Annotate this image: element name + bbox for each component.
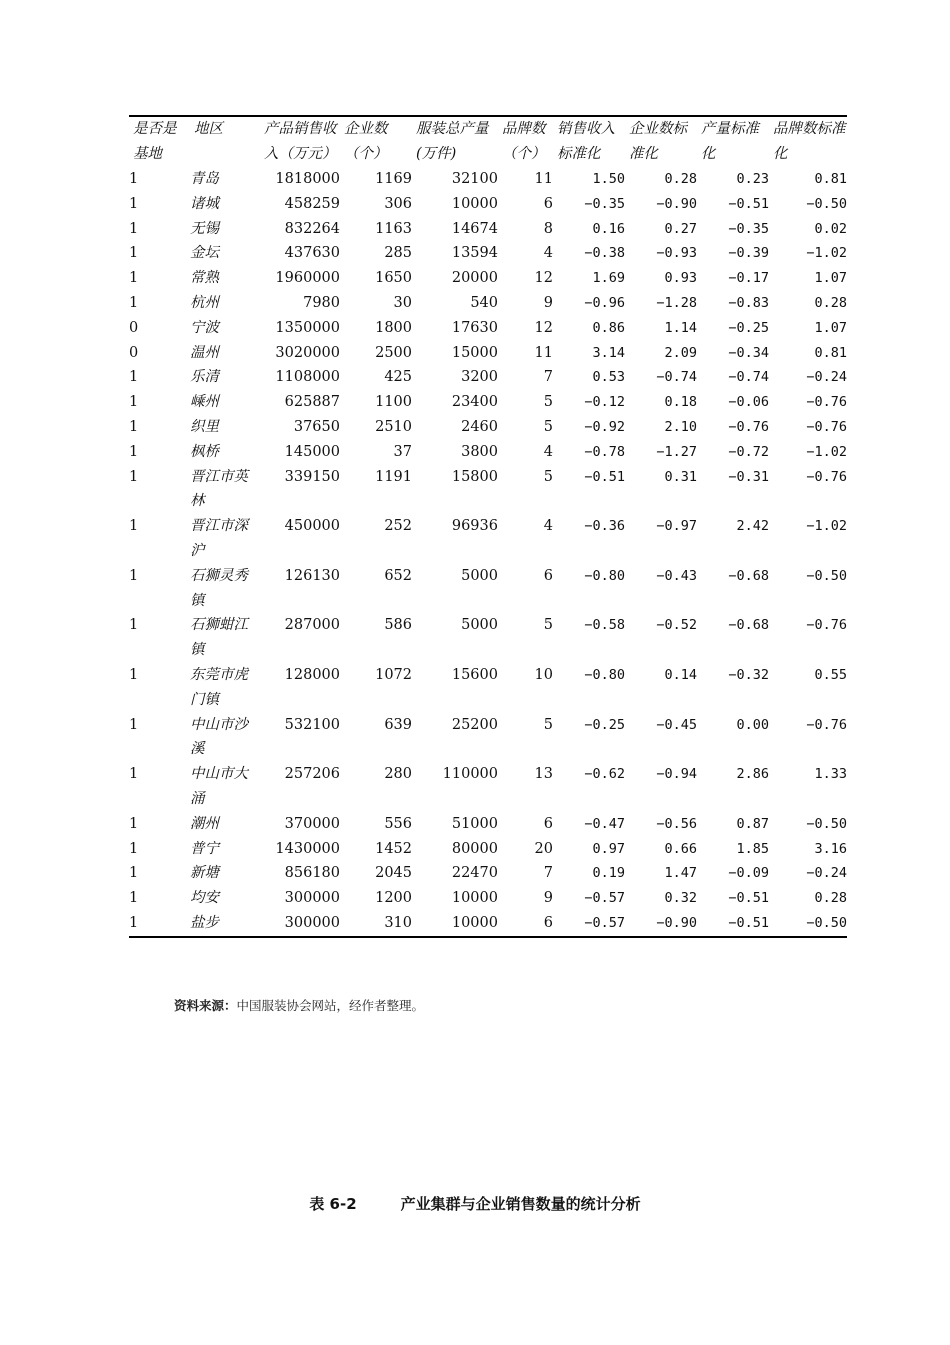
table-cell: 均安: [190, 890, 219, 907]
table-row: [129, 861, 847, 886]
table-header-row: [129, 116, 847, 167]
table-cell: 3020000: [275, 344, 340, 361]
table-body: [129, 167, 847, 937]
table-cell: −0.57: [584, 914, 625, 931]
table-cell: 1: [129, 418, 139, 435]
table-cell: −0.76: [806, 617, 847, 634]
header-cell: 服装总产量(万件): [416, 121, 489, 162]
table-cell: 7: [543, 865, 553, 882]
table-cell: 15600: [451, 666, 498, 683]
table-cell: 0.53: [592, 369, 625, 386]
table-row: [129, 564, 847, 614]
table-cell: 2510: [375, 418, 412, 435]
table-cell: 1072: [375, 666, 412, 683]
table-row: [129, 415, 847, 440]
table-cell: −0.24: [806, 369, 847, 386]
table-cell: 0.31: [664, 468, 697, 485]
table-cell: 无锡: [190, 220, 219, 237]
table-cell: 1: [129, 716, 139, 733]
table-cell: 1.07: [814, 319, 847, 336]
table-row: [129, 911, 847, 937]
table-cell: 1: [129, 394, 139, 411]
table-cell: −0.50: [806, 914, 847, 931]
table-cell: 300000: [284, 914, 340, 931]
table-cell: 6: [543, 567, 553, 584]
table-cell: 晋江市英林: [190, 468, 248, 510]
table-cell: 2500: [375, 344, 412, 361]
table-cell: 0: [129, 344, 139, 361]
table-cell: 青岛: [190, 171, 219, 187]
header-cell: 产量标准化: [701, 121, 759, 162]
table-row: [129, 390, 847, 415]
table-cell: 1: [129, 195, 139, 212]
table-cell: 0.66: [664, 840, 697, 857]
table-cell: 1650: [375, 270, 412, 287]
header-cell: 销售收入标准化: [557, 121, 615, 162]
table-cell: 540: [470, 294, 498, 311]
table-cell: 3.14: [592, 344, 625, 361]
caption-title: 产业集群与企业销售数量的统计分析: [400, 1195, 641, 1213]
table-cell: 7980: [303, 294, 340, 311]
table-cell: −0.57: [584, 890, 625, 907]
table-cell: 96936: [451, 518, 498, 535]
table-cell: −1.02: [806, 518, 847, 535]
header-cell: 企业数（个）: [344, 121, 388, 162]
table-cell: 2460: [461, 418, 498, 435]
table-cell: 51000: [451, 815, 498, 832]
table-cell: 15000: [451, 344, 498, 361]
table-cell: 东莞市虎门镇: [190, 666, 248, 708]
table-cell: −0.51: [728, 195, 769, 212]
table-cell: −0.80: [584, 567, 625, 584]
table-cell: 0.19: [592, 865, 625, 882]
table-cell: −0.51: [728, 914, 769, 931]
table-cell: 4: [543, 518, 553, 535]
table-cell: 1: [129, 245, 139, 262]
table-cell: 1.47: [664, 865, 697, 882]
table-cell: 556: [384, 815, 412, 832]
table-cell: 20000: [451, 270, 498, 287]
table-caption: [0, 1193, 950, 1214]
table-cell: 乐清: [190, 369, 219, 386]
table-cell: 2.10: [664, 418, 697, 435]
table-row: [129, 514, 847, 564]
table-cell: 10: [534, 666, 553, 683]
table-cell: 0.87: [736, 815, 769, 832]
table-cell: 15800: [451, 468, 498, 485]
table-cell: 37650: [293, 418, 340, 435]
header-cell: 地区: [194, 121, 223, 137]
table-cell: 10000: [451, 195, 498, 212]
table-cell: −0.58: [584, 617, 625, 634]
table-cell: 5: [543, 617, 553, 634]
table-cell: 1100: [375, 394, 412, 411]
table-cell: 枫桥: [190, 443, 219, 460]
table-cell: 晋江市深沪: [190, 518, 248, 559]
table-cell: −1.02: [806, 443, 847, 460]
table-cell: 1.69: [592, 270, 625, 287]
table-cell: 25200: [451, 716, 498, 733]
table-cell: 128000: [284, 666, 340, 683]
table-cell: 3800: [461, 443, 498, 460]
table-cell: −0.94: [656, 766, 697, 783]
table-cell: 450000: [284, 518, 340, 535]
table-cell: 856180: [284, 865, 340, 882]
table-cell: 9: [543, 294, 553, 311]
table-cell: 126130: [284, 567, 340, 584]
table-cell: 532100: [284, 716, 340, 733]
table-cell: −0.51: [728, 890, 769, 907]
table-cell: 温州: [190, 344, 219, 361]
table-cell: 425: [384, 369, 412, 386]
table-cell: −0.83: [728, 294, 769, 311]
table-cell: −0.76: [806, 468, 847, 485]
table-row: [129, 316, 847, 341]
table-cell: 1818000: [275, 171, 340, 187]
table-cell: 0.28: [814, 890, 847, 907]
table-cell: −0.76: [806, 394, 847, 411]
table-cell: 5: [543, 716, 553, 733]
table-cell: 145000: [284, 443, 340, 460]
source-note: [174, 996, 424, 1014]
table-cell: −0.56: [656, 815, 697, 832]
table-cell: 0.81: [814, 344, 847, 361]
table-cell: −0.80: [584, 666, 625, 683]
table-cell: 20: [534, 840, 553, 857]
table-cell: −0.43: [656, 567, 697, 584]
table-cell: 9: [543, 890, 553, 907]
table-row: [129, 713, 847, 763]
table-cell: −1.27: [656, 443, 697, 460]
table-cell: −0.76: [728, 418, 769, 435]
table-row: [129, 762, 847, 812]
table-cell: 5000: [461, 617, 498, 634]
table-cell: −0.45: [656, 716, 697, 733]
table-cell: −0.17: [728, 270, 769, 287]
table-cell: −0.78: [584, 443, 625, 460]
table-cell: 13: [534, 766, 553, 783]
table-cell: 0.55: [814, 666, 847, 683]
table-cell: −0.32: [728, 666, 769, 683]
table-cell: 1350000: [275, 319, 340, 336]
table-cell: 1: [129, 518, 139, 535]
table-cell: 5: [543, 394, 553, 411]
table-cell: 0.81: [814, 171, 847, 187]
table-cell: 1.33: [814, 766, 847, 783]
table-cell: −0.76: [806, 716, 847, 733]
table-cell: 10000: [451, 914, 498, 931]
table-cell: 80000: [451, 840, 498, 857]
table-cell: 6: [543, 195, 553, 212]
table-cell: 6: [543, 815, 553, 832]
table-row: [129, 291, 847, 316]
table-cell: 中山市大涌: [190, 766, 248, 807]
table-cell: −0.09: [728, 865, 769, 882]
table-cell: −0.24: [806, 865, 847, 882]
table-cell: 1: [129, 766, 139, 783]
table-cell: 1800: [375, 319, 412, 336]
table-cell: 4: [543, 443, 553, 460]
table-cell: 1.14: [664, 319, 697, 336]
table-row: [129, 365, 847, 390]
table-cell: 1: [129, 171, 139, 187]
header-cell: 品牌数标准化: [773, 121, 846, 162]
table-cell: 1: [129, 468, 139, 485]
table-cell: 2.09: [664, 344, 697, 361]
table-cell: 280: [384, 766, 412, 783]
table-cell: 110000: [442, 766, 498, 783]
table-cell: 11: [534, 171, 553, 187]
table-cell: 639: [384, 716, 412, 733]
table-cell: 2.86: [736, 766, 769, 783]
table-cell: 杭州: [190, 294, 219, 311]
table-cell: 11: [534, 344, 553, 361]
source-label: 资料来源：: [174, 998, 237, 1013]
table-cell: 12: [534, 270, 553, 287]
table-cell: 1: [129, 617, 139, 634]
table-cell: 宁波: [190, 319, 219, 336]
table-cell: 石狮蚶江镇: [190, 617, 248, 659]
table-cell: 586: [384, 617, 412, 634]
table-cell: 625887: [284, 394, 340, 411]
table-row: [129, 440, 847, 465]
table-cell: 310: [384, 914, 412, 931]
table-cell: 1: [129, 270, 139, 287]
table-row: [129, 266, 847, 291]
table-cell: 287000: [284, 617, 340, 634]
table-cell: 1: [129, 865, 139, 882]
table-cell: 石狮灵秀镇: [190, 567, 248, 609]
table-cell: 257206: [284, 766, 340, 783]
table-cell: 437630: [284, 245, 340, 262]
table-cell: −0.06: [728, 394, 769, 411]
header-cell: 品牌数（个）: [502, 121, 546, 162]
table-cell: −0.50: [806, 567, 847, 584]
table-cell: 458259: [284, 195, 340, 212]
source-text: 中国服装协会网站，经作者整理。: [236, 998, 425, 1013]
table-cell: 1163: [375, 220, 412, 237]
table-row: [129, 837, 847, 862]
table-cell: 1108000: [275, 369, 340, 386]
table-cell: −0.25: [728, 319, 769, 336]
table-cell: 3200: [461, 369, 498, 386]
table-cell: 285: [384, 245, 412, 262]
table-cell: 嵊州: [190, 394, 219, 411]
table-cell: −0.34: [728, 344, 769, 361]
table-cell: 0.14: [664, 666, 697, 683]
table-cell: 300000: [284, 890, 340, 907]
table-cell: 1.50: [592, 171, 625, 187]
table-cell: 0.18: [664, 394, 697, 411]
table-cell: 2045: [375, 865, 412, 882]
table-row: [129, 613, 847, 663]
table-cell: 339150: [284, 468, 340, 485]
table-cell: 1: [129, 666, 139, 683]
table-cell: −1.28: [656, 294, 697, 311]
table-cell: 1452: [375, 840, 412, 857]
table-row: [129, 167, 847, 192]
table-cell: −0.25: [584, 716, 625, 733]
table-row: [129, 812, 847, 837]
table-cell: −0.51: [584, 468, 625, 485]
table-cell: 1200: [375, 890, 412, 907]
table-cell: 1: [129, 369, 139, 386]
table-cell: 0.86: [592, 319, 625, 336]
table-cell: −1.02: [806, 245, 847, 262]
table-cell: 23400: [451, 394, 498, 411]
table-cell: 潮州: [190, 815, 219, 832]
table-cell: 252: [384, 518, 412, 535]
table-cell: 0.27: [664, 220, 697, 237]
table-cell: −0.90: [656, 914, 697, 931]
table-cell: −0.74: [728, 369, 769, 386]
table-row: [129, 217, 847, 242]
table-row: [129, 192, 847, 217]
cluster-data-table: [129, 115, 847, 938]
table-cell: 0: [129, 319, 139, 336]
table-cell: 0.16: [592, 220, 625, 237]
table-cell: 5: [543, 418, 553, 435]
table-cell: 0.00: [736, 716, 769, 733]
table-cell: 6: [543, 914, 553, 931]
table-cell: 0.23: [736, 171, 769, 187]
table-cell: 1: [129, 890, 139, 907]
table-cell: 1: [129, 220, 139, 237]
table-cell: −0.35: [584, 195, 625, 212]
table-cell: 7: [543, 369, 553, 386]
table-cell: 832264: [284, 220, 340, 237]
table-row: [129, 341, 847, 366]
table-cell: 1191: [375, 468, 412, 485]
table-cell: 1: [129, 815, 139, 832]
table-cell: 3.16: [814, 840, 847, 857]
table-cell: 37: [393, 443, 412, 460]
table-cell: −0.93: [656, 245, 697, 262]
table-cell: −0.92: [584, 418, 625, 435]
table-cell: 32100: [451, 171, 498, 187]
table-cell: −0.52: [656, 617, 697, 634]
table-cell: 诸城: [190, 195, 219, 212]
table-cell: 常熟: [190, 270, 219, 287]
table-cell: 5000: [461, 567, 498, 584]
table-cell: 1: [129, 294, 139, 311]
table-cell: 14674: [451, 220, 498, 237]
table-cell: −0.47: [584, 815, 625, 832]
table-cell: 30: [393, 294, 412, 311]
table-cell: 普宁: [190, 840, 219, 857]
table-cell: 1.85: [736, 840, 769, 857]
table-cell: 0.32: [664, 890, 697, 907]
table-cell: 1169: [375, 171, 412, 187]
header-cell: 企业数标准化: [629, 121, 687, 162]
table-cell: 织里: [190, 418, 219, 435]
table-cell: 新塘: [190, 865, 219, 882]
table-cell: 盐步: [190, 914, 219, 931]
table-row: [129, 241, 847, 266]
table-cell: −0.50: [806, 815, 847, 832]
table-cell: 0.28: [664, 171, 697, 187]
table-cell: 0.28: [814, 294, 847, 311]
table-cell: −0.36: [584, 518, 625, 535]
table-row: [129, 663, 847, 713]
table-cell: 22470: [451, 865, 498, 882]
table-cell: 10000: [451, 890, 498, 907]
table-cell: 13594: [451, 245, 498, 262]
table-cell: 1: [129, 840, 139, 857]
table-cell: 4: [543, 245, 553, 262]
header-cell: 产品销售收入（万元）: [264, 121, 337, 162]
table-cell: −0.39: [728, 245, 769, 262]
table-cell: 370000: [284, 815, 340, 832]
table-cell: −0.31: [728, 468, 769, 485]
table-cell: 0.93: [664, 270, 697, 287]
table-cell: −0.72: [728, 443, 769, 460]
table-cell: 1.07: [814, 270, 847, 287]
table-cell: −0.12: [584, 394, 625, 411]
table-cell: −0.74: [656, 369, 697, 386]
table-cell: 17630: [451, 319, 498, 336]
caption-number: 表 6-2: [309, 1195, 357, 1213]
table-cell: −0.97: [656, 518, 697, 535]
table-cell: 5: [543, 468, 553, 485]
table-cell: 1960000: [275, 270, 340, 287]
table-row: [129, 886, 847, 911]
table-cell: 652: [384, 567, 412, 584]
table-cell: −0.50: [806, 195, 847, 212]
table-cell: 8: [543, 220, 553, 237]
table-cell: 1: [129, 567, 139, 584]
table-row: [129, 465, 847, 515]
table-cell: −0.38: [584, 245, 625, 262]
table-cell: −0.96: [584, 294, 625, 311]
table-cell: −0.90: [656, 195, 697, 212]
table-cell: 0.02: [814, 220, 847, 237]
table-cell: 1: [129, 443, 139, 460]
table-cell: −0.76: [806, 418, 847, 435]
table-cell: 2.42: [736, 518, 769, 535]
table-cell: 1: [129, 914, 139, 931]
table-cell: 12: [534, 319, 553, 336]
table-cell: −0.62: [584, 766, 625, 783]
table-cell: −0.68: [728, 617, 769, 634]
table-cell: 0.97: [592, 840, 625, 857]
header-cell: 是否是基地: [133, 121, 177, 162]
table-cell: 306: [384, 195, 412, 212]
table-cell: 金坛: [190, 245, 219, 262]
table-cell: −0.68: [728, 567, 769, 584]
table-cell: −0.35: [728, 220, 769, 237]
table-cell: 中山市沙溪: [190, 716, 248, 758]
table-cell: 1430000: [275, 840, 340, 857]
